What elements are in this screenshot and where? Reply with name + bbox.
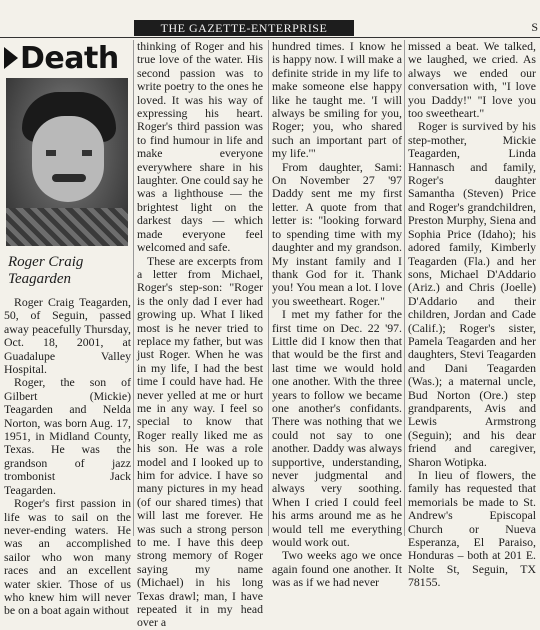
top-rule	[0, 37, 540, 38]
section-heading	[4, 40, 119, 76]
column-divider	[268, 40, 269, 536]
article-column-3	[272, 40, 402, 590]
photo-face	[32, 116, 104, 202]
photo-caption: Roger Craig Teagarden	[8, 254, 84, 287]
paragraph: Roger's first passion in life was to sail on the never-ending waters. He was an accomplished sailor who won many races and an excellent water skier. Those of us who knew him will never be on a boat again without	[4, 496, 131, 618]
paragraph: Two weeks ago we once again found one another. It was as if we had never	[272, 548, 402, 590]
photo-mustache	[52, 174, 86, 182]
paragraph: missed a beat. We talked, we laughed, we cried. As always we ended our conversation with, "I love you Daddy!" "I love you too sweetheart."	[408, 39, 536, 121]
photo-shirt	[6, 208, 128, 246]
column-divider	[133, 40, 134, 536]
portrait-photo	[6, 78, 128, 246]
column-divider	[404, 40, 405, 536]
paragraph: hundred times. I know he is happy now. I will make a definite stride in my life to make someone else happy like he taught me. 'I will always be smiling for you, Roger; you, who shared such an important part of my life.'"	[272, 39, 402, 161]
newspaper-masthead: THE GAZETTE-ENTERPRISE	[134, 20, 354, 36]
article-column-4	[408, 40, 536, 590]
paragraph: From daughter, Sami: On November 27 '97 Daddy sent me my first letter. A quote from that letter is: "looking forward to spending time with my daughter and my grandson. My instant family and I thank God for it. Thank you! You mean a lot. I love you sweetheart. Roger."	[272, 159, 402, 308]
paragraph: Roger, the son of Gilbert (Mickie) Teagarden and Nelda Norton, was born Aug. 17, 1951, in Midland County, Texas. He was the grandson of jazz trombonist Jack Teagarden.	[4, 375, 131, 497]
cropped-edge-letter: S	[531, 20, 538, 34]
article-column-1	[4, 296, 131, 618]
paragraph: Roger Craig Teagarden, 50, of Seguin, passed away peacefully Thursday, Oct. 18, 2001, at Guadalupe Valley Hospital.	[4, 295, 131, 377]
article-column-2	[137, 40, 263, 630]
paragraph: These are excerpts from a letter from Michael, Roger's step-son: "Roger is the only dad I ever had growing up. What I liked most is he never tried to replace my father, but was just Roger. When he was in my life, I had the best time I could have had. He never yelled at me or hurt me in any way. I feel so special to know that Roger really liked me as his son. He was a role model and I looked up to him for advice. I have so many pictures in my head (of our shared times) that will last me forever. He was such a strong person to me. I have this deep strong memory of Roger saying my name (Michael) in his long Texas drawl; man, I have repeated it in my head over a	[137, 253, 263, 630]
paragraph: In lieu of flowers, the family has requested that memorials be made to St. Andrew's Episcopal Church or Nueva Esperanza, El Paraiso, Honduras – both at 201 E. Nolte St, Seguin, TX 78155.	[408, 468, 536, 590]
paragraph: thinking of Roger and his true love of the water. His second passion was to write poetry to the ones he loved. It was his way of expressing his heart. Roger's third passion was to find humour in life and make everyone everywhere share in his laughter. One could say he was a lighthouse — the brightest light on the darkest days — which made everyone feel welcomed and safe.	[137, 39, 263, 255]
section-title: Death	[20, 40, 119, 76]
arrow-icon	[4, 47, 18, 69]
paragraph: I met my father for the first time on Dec. 22 '97. Little did I know then that that would be the first and last time we would hold one another. With the three years to follow we became one another's confidants. There was nothing that we could not say to one another. Daddy was always supportive, understanding, never judgmental and always very soothing. When I cried I could feel his arms around me as he would tell me everything would work out.	[272, 307, 402, 550]
photo-eyes	[46, 150, 92, 156]
paragraph: Roger is survived by his step-mother, Mickie Teagarden, Linda Hannasch and family, Roger's daughter Samantha (Steven) Price and Roger's grandchildren, Preston Murphy, Siena and Sophia Price (Idaho); his adored family, Kimberly Teagarden (Fla.) and her sons, Michael D'Addario (Ariz.) and Chris (Joelle) D'Addario and their children, Jordan and Cade (Calif.); Roger's sister, Pamela Teagarden and her daughters, Stevi Teagarden and Dani Teagarden (Was.); a maternal uncle, Bud Norton (Ore.) step grandparents, Avis and Lewis Armstrong (Seguin); and his dear friend and caregiver, Sharon Wotipka.	[408, 119, 536, 469]
